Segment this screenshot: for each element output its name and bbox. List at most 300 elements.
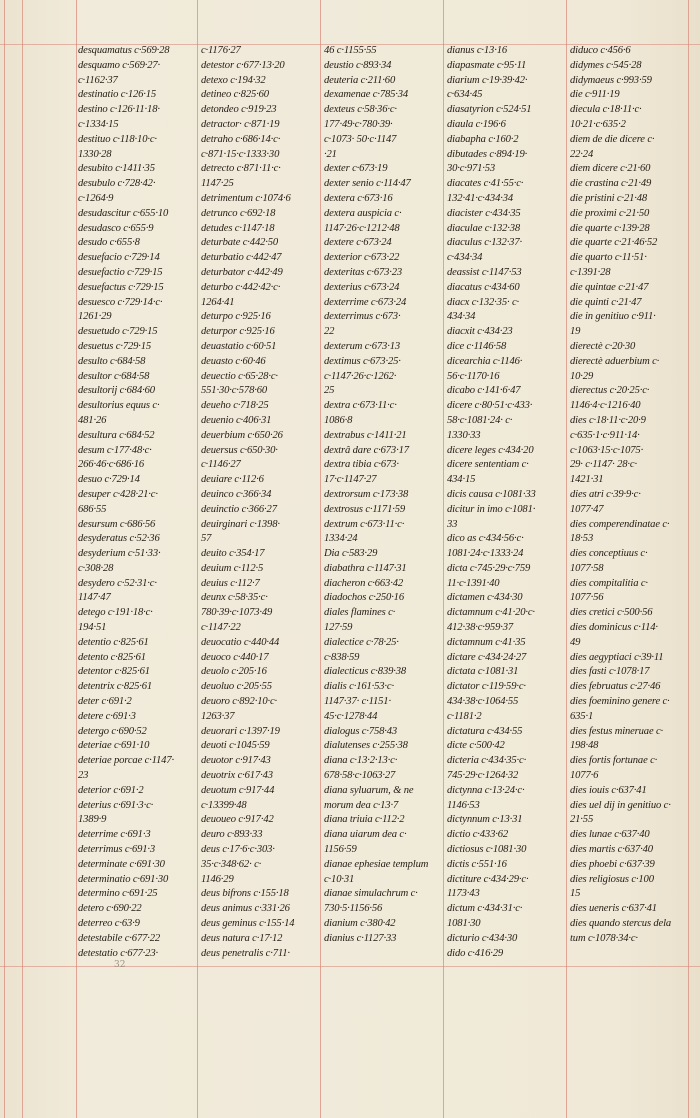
index-entry: dextra c·673·11·c·	[324, 400, 397, 412]
index-entry: dextere c·673·24	[324, 237, 392, 249]
index-entry: c·838·59	[324, 651, 360, 663]
index-entry: diapasmate c·95·11	[447, 59, 527, 71]
index-entry: 730·5·1156·56	[324, 903, 383, 915]
index-entry: diabathra c·1147·31	[324, 562, 407, 574]
index-entry: dies iouis c·637·41	[570, 784, 647, 796]
index-entry: determinate c·691·30	[78, 858, 165, 870]
index-entry: 1086·8	[324, 414, 353, 426]
index-entry: dies quando stercus dela	[570, 918, 672, 930]
index-entry: 177·49·c·780·39·	[324, 118, 393, 130]
index-entry: ·21	[324, 148, 337, 160]
index-entry: dianium c·380·42	[324, 918, 396, 930]
index-entry: deturbator c·442·49	[201, 266, 283, 278]
index-entry: desquamo c·569·27·	[78, 59, 161, 71]
index-entry: 1077·6	[570, 770, 599, 782]
index-entry: dice c·1146·58	[447, 340, 507, 352]
index-entry: deterreo c·63·9	[78, 918, 140, 930]
index-entry: determinatio c·691·30	[78, 873, 169, 885]
index-entry: dies compitalitia c·	[570, 577, 648, 589]
index-entry: desuetus c·729·15	[78, 340, 152, 352]
index-entry: diacatus c·434·60	[447, 281, 520, 293]
index-entry: die quarto c·11·51·	[570, 252, 647, 264]
index-entry: deturpo c·925·16	[201, 311, 271, 323]
index-entry: die in genitiuo c·911·	[570, 311, 656, 323]
index-entry: detego c·191·18·c·	[78, 607, 153, 619]
index-entry: 15	[570, 888, 581, 900]
index-entry: die crastina c·21·49	[570, 178, 652, 190]
index-entry: dexterior c·673·22	[324, 252, 400, 264]
index-entry: deuotum c·917·44	[201, 784, 275, 796]
index-entry: deteriae porcae c·1147·	[78, 755, 174, 767]
index-entry: 434·34	[447, 311, 476, 323]
index-entry: 18·53	[570, 533, 594, 545]
index-entry: desultor c·684·58	[78, 370, 150, 382]
index-entry: 1147·47	[78, 592, 111, 604]
index-entry: c·1147·26·c·1262·	[324, 370, 397, 382]
index-entry: diaculae c·132·38	[447, 222, 521, 234]
index-entry: 22·24	[570, 148, 594, 160]
index-entry: 127·59	[324, 622, 353, 634]
index-entry: dies uel dij in genitiuo c·	[570, 799, 671, 811]
index-entry: dies phoebi c·637·39	[570, 858, 655, 870]
index-entry: c·1162·37	[78, 74, 118, 86]
index-entry: dies foeminino genere c·	[570, 696, 670, 708]
index-entry: diaculus c·132·37·	[447, 237, 522, 249]
index-entry: dextrum c·673·11·c·	[324, 518, 405, 530]
index-entry: didymaeus c·993·59	[570, 74, 652, 86]
index-entry: 45·c·1278·44	[324, 710, 378, 722]
index-entry: dexter senio c·114·47	[324, 178, 411, 190]
index-entry: 1389·9	[78, 814, 107, 826]
index-entry: 11·c·1391·40	[447, 577, 500, 589]
index-entry: deterrime c·691·3	[78, 829, 151, 841]
index-entry: deassist c·1147·53	[447, 266, 522, 278]
index-entry: diadochos c·250·16	[324, 592, 404, 604]
index-entry: dicteria c·434·35·c·	[447, 755, 527, 767]
index-entry: desudascitur c·655·10	[78, 207, 169, 219]
index-entry: dictamen c·434·30	[447, 592, 523, 604]
index-entry: desum c·177·48·c·	[78, 444, 152, 456]
index-entry: 1147·37· c·1151·	[324, 696, 391, 708]
index-entry: didymes c·545·28	[570, 59, 642, 71]
index-entry: c·434·34	[447, 252, 483, 264]
index-entry: c·1334·15	[78, 118, 119, 130]
index-entry: diacates c·41·55·c·	[447, 178, 524, 190]
index-entry: deturbo c·442·42·c·	[201, 281, 281, 293]
index-entry: diana triuia c·112·2	[324, 814, 405, 826]
index-entry: diacister c·434·35	[447, 207, 521, 219]
index-entry: 1146·4·c·1216·40	[570, 400, 641, 412]
index-entry: dialutenses c·255·38	[324, 740, 408, 752]
index-entry: dico as c·434·56·c·	[447, 533, 524, 545]
index-entry: desuper c·428·21·c·	[78, 488, 158, 500]
index-entry: c·1181·2	[447, 710, 482, 722]
index-entry: diecula c·18·11·c·	[570, 104, 642, 116]
index-entry: deuocatio c·440·44	[201, 636, 280, 648]
index-entry: Dia c·583·29	[324, 548, 378, 560]
index-entry: 1421·31	[570, 474, 604, 486]
index-entry: c·1073· 50·c·1147	[324, 133, 397, 145]
index-entry: desuefactus c·729·15	[78, 281, 164, 293]
index-entry: desursum c·686·56	[78, 518, 156, 530]
index-entry: diarium c·19·39·42·	[447, 74, 528, 86]
index-entry: c·1391·28	[570, 266, 611, 278]
index-entry: deuoro c·892·10·c·	[201, 696, 278, 708]
index-entry: c·1176·27	[201, 45, 241, 56]
index-entry: deuersus c·650·30·	[201, 444, 278, 456]
index-entry: c·1147·22	[201, 622, 241, 634]
index-entry: dies fortis fortunae c·	[570, 755, 658, 767]
index-entry: detestatio c·677·23·	[78, 947, 158, 959]
index-entry: desuesco c·729·14·c·	[78, 296, 163, 308]
index-entry: desyderatus c·52·36	[78, 533, 160, 545]
index-entry: dierectè aduerbium c·	[570, 355, 660, 367]
index-entry: dextera c·673·16	[324, 192, 393, 204]
index-entry: die quarte c·21·46·52	[570, 237, 658, 249]
index-entry: diaula c·196·6	[447, 118, 506, 130]
index-entry: dialis c·161·53·c·	[324, 681, 394, 693]
index-entry: 198·48	[570, 740, 599, 752]
index-entry: dextrorsum c·173·38	[324, 488, 409, 500]
index-entry: dialogus c·758·43	[324, 725, 398, 737]
index-entry: dicere sententiam c·	[447, 459, 529, 471]
index-entry: 434·15	[447, 474, 476, 486]
index-entry: dictamnum c·41·35	[447, 636, 526, 648]
index-entry: dexterrime c·673·24	[324, 296, 407, 308]
index-entry: dictata c·1081·31	[447, 666, 519, 678]
index-entry: diales flamines c·	[324, 607, 396, 619]
index-entry: desulto c·684·58	[78, 355, 146, 367]
index-entry: detineo c·825·60	[201, 89, 269, 101]
index-entry: dies atri c·39·9·c·	[570, 488, 641, 500]
index-column-3	[324, 44, 441, 964]
index-entry: desudo c·655·8	[78, 237, 140, 249]
index-entry: deuotor c·917·43	[201, 755, 271, 767]
index-entry: 29· c·1147· 28·c·	[570, 459, 637, 471]
index-entry: dictator c·119·59·c·	[447, 681, 526, 693]
index-entry: diacheron c·663·42	[324, 577, 403, 589]
index-entry: dibutades c·894·19·	[447, 148, 528, 160]
index-entry: c·635·1·c·911·14·	[570, 429, 640, 441]
index-entry: deuastatio c·60·51	[201, 340, 277, 352]
folio-mark: 32	[114, 960, 126, 970]
index-entry: deuoluo c·205·55	[201, 681, 272, 693]
index-entry: deuorari c·1397·19	[201, 725, 280, 737]
index-entry: die quintae c·21·47	[570, 281, 649, 293]
index-entry: deuito c·354·17	[201, 548, 265, 560]
index-entry: 23	[78, 770, 89, 782]
index-entry: deunx c·58·35·c·	[201, 592, 268, 604]
index-entry: dictis c·551·16	[447, 858, 507, 870]
index-entry: deuirginari c·1398·	[201, 518, 280, 530]
index-entry: 22	[324, 326, 335, 338]
index-entry: deuro c·893·33	[201, 829, 263, 841]
bottom-rule	[0, 966, 700, 967]
index-entry: 1263·37	[201, 710, 235, 722]
index-entry: 21·55	[570, 814, 594, 826]
index-entry: deuium c·112·5	[201, 562, 264, 574]
index-entry: destituo c·118·10·c·	[78, 133, 157, 145]
index-entry: detrunco c·692·18	[201, 207, 276, 219]
index-entry: 551·30·c·578·60	[201, 385, 268, 397]
index-entry: deuenio c·406·31	[201, 414, 272, 426]
index-entry: 1146·29	[201, 873, 234, 885]
index-entry: 434·38·c·1064·55	[447, 696, 519, 708]
index-entry: desydero c·52·31·c·	[78, 577, 157, 589]
index-entry: detudes c·1147·18	[201, 222, 275, 234]
index-column-5	[570, 44, 687, 964]
index-entry: deus penetralis c·711·	[201, 947, 290, 959]
index-entry: deturbate c·442·50	[201, 237, 279, 249]
index-entry: deuius c·112·7	[201, 577, 260, 589]
index-entry: dies martis c·637·40	[570, 844, 653, 856]
index-entry: 1156·59	[324, 844, 357, 856]
index-entry: deuoco c·440·17	[201, 651, 269, 663]
index-entry: detento c·825·61	[78, 651, 146, 663]
index-entry: c·13399·48	[201, 799, 247, 811]
index-entry: dies c·18·11·c·20·9	[570, 414, 646, 426]
index-entry: dies ueneris c·637·41	[570, 903, 657, 915]
index-entry: dexter c·673·19	[324, 163, 388, 175]
index-entry: 1261·29	[78, 311, 112, 323]
index-entry: diduco c·456·6	[570, 45, 631, 56]
index-entry: dictiture c·434·29·c·	[447, 873, 529, 885]
index-entry: dicta c·745·29·c·759	[447, 562, 531, 574]
index-entry: tum c·1078·34·c·	[570, 932, 638, 944]
index-entry: dextimus c·673·25·	[324, 355, 401, 367]
index-entry: 1081·30	[447, 918, 481, 930]
index-entry: deustio c·893·34	[324, 59, 392, 71]
index-entry: dictum c·434·31·c·	[447, 903, 523, 915]
index-entry: deuiare c·112·6	[201, 474, 264, 486]
index-entry: detergo c·690·52	[78, 725, 147, 737]
index-entry: desultura c·684·52	[78, 429, 155, 441]
index-entry: c·10·31	[324, 873, 355, 885]
index-entry: dicabo c·141·6·47	[447, 385, 521, 397]
index-entry: c·871·15·c·1333·30	[201, 148, 280, 160]
index-entry: determino c·691·25	[78, 888, 158, 900]
index-entry: dies fasti c·1078·17	[570, 666, 650, 678]
index-entry: 33	[447, 518, 458, 530]
index-entry: detero c·690·22	[78, 903, 142, 915]
index-entry: dianae ephesiae templum	[324, 858, 429, 870]
index-entry: diacxit c·434·23	[447, 326, 513, 338]
index-entry: deuoueo c·917·42	[201, 814, 274, 826]
index-entry: detestabile c·677·22	[78, 932, 161, 944]
margin-rule	[22, 0, 23, 1118]
index-entry: c·634·45	[447, 89, 483, 101]
index-entry: 1081·24·c·1333·24	[447, 548, 524, 560]
index-entry: 1077·56	[570, 592, 604, 604]
index-entry: 635·1	[570, 710, 594, 722]
index-entry: deuerbium c·650·26	[201, 429, 283, 441]
index-entry: detestor c·677·13·20	[201, 59, 285, 71]
index-entry: deuoti c·1045·59	[201, 740, 270, 752]
index-entry: dies dominicus c·114·	[570, 622, 658, 634]
index-entry: 412·38·c·959·37	[447, 622, 514, 634]
index-entry: 57	[201, 533, 212, 545]
index-entry: 1077·58	[570, 562, 604, 574]
index-entry: 19	[570, 326, 581, 338]
index-entry: dictare c·434·24·27	[447, 651, 527, 663]
index-entry: detractor· c·871·19	[201, 118, 280, 130]
index-entry: detentrix c·825·61	[78, 681, 153, 693]
index-entry: 46 c·1155·55	[324, 45, 377, 56]
index-entry: diana syluarum, & ne	[324, 784, 414, 796]
index-entry: deus c·17·6·c·303·	[201, 844, 275, 856]
index-entry: 1146·53	[447, 799, 480, 811]
index-entry: 481·26	[78, 414, 107, 426]
index-entry: 1330·28	[78, 148, 112, 160]
index-entry: dies festus mineruae c·	[570, 725, 664, 737]
index-entry: deus natura c·17·12	[201, 932, 283, 944]
index-entry: destinatio c·126·15	[78, 89, 157, 101]
index-entry: detrimentum c·1074·6	[201, 192, 291, 204]
index-entry: desudasco c·655·9	[78, 222, 154, 234]
index-entry: destino c·126·11·18·	[78, 104, 160, 116]
index-columns	[78, 44, 690, 964]
index-entry: 10·21·c·635·2	[570, 118, 626, 130]
index-entry: detexo c·194·32	[201, 74, 266, 86]
index-entry: detondeo c·919·23	[201, 104, 277, 116]
index-column-1	[78, 44, 195, 964]
index-entry: 678·58·c·1063·27	[324, 770, 396, 782]
index-entry: dextrabus c·1411·21	[324, 429, 407, 441]
index-entry: deuectio c·65·28·c·	[201, 370, 278, 382]
index-entry: 56·c·1170·16	[447, 370, 500, 382]
index-entry: 194·51	[78, 622, 107, 634]
index-entry: desultorius equus c·	[78, 400, 160, 412]
index-entry: dictamnum c·41·20·c·	[447, 607, 535, 619]
index-entry: dexterrimus c·673·	[324, 311, 401, 323]
index-entry: dicearchia c·1146·	[447, 355, 523, 367]
index-entry: diem dicere c·21·60	[570, 163, 651, 175]
index-entry: desubito c·1411·35	[78, 163, 155, 175]
index-entry: 1264·41	[201, 296, 235, 308]
column-rule	[76, 0, 77, 1118]
index-entry: 686·55	[78, 503, 107, 515]
index-entry: deus animus c·331·26	[201, 903, 290, 915]
index-entry: dierectus c·20·25·c·	[570, 385, 650, 397]
index-entry: die proximi c·21·50	[570, 207, 650, 219]
index-entry: c·1146·27	[201, 459, 241, 471]
index-entry: dicte c·500·42	[447, 740, 505, 752]
index-entry: dies aegyptiaci c·39·11	[570, 651, 664, 663]
index-entry: dextera auspicia c·	[324, 207, 402, 219]
index-entry: dicis causa c·1081·33	[447, 488, 536, 500]
index-entry: desyderium c·51·33·	[78, 548, 161, 560]
index-entry: c·1063·15·c·1075·	[570, 444, 644, 456]
index-entry: deuteria c·211·60	[324, 74, 396, 86]
index-entry: dialecticus c·839·38	[324, 666, 407, 678]
index-entry: dies comperendinatae c·	[570, 518, 670, 530]
index-entry: deturpor c·925·16	[201, 326, 275, 338]
index-entry: detentor c·825·61	[78, 666, 150, 678]
index-entry: detentio c·825·61	[78, 636, 149, 648]
index-entry: 1077·47	[570, 503, 604, 515]
index-entry: deuinco c·366·34	[201, 488, 272, 500]
index-entry: dies cretici c·500·56	[570, 607, 653, 619]
index-entry: deterius c·691·3·c·	[78, 799, 154, 811]
index-entry: deter c·691·2	[78, 696, 132, 708]
index-entry: die quarte c·139·28	[570, 222, 650, 234]
index-entry: desultorij c·684·60	[78, 385, 155, 397]
index-entry: diabapha c·160·2	[447, 133, 519, 145]
index-entry: detraho c·686·14·c·	[201, 133, 281, 145]
index-entry: die c·911·19	[570, 89, 620, 101]
index-entry: dextra tibia c·673·	[324, 459, 399, 471]
index-entry: diasatyrion c·524·51	[447, 104, 532, 116]
index-entry: 49	[570, 636, 581, 648]
index-column-4	[447, 44, 564, 964]
index-entry: 1147·26·c·1212·48	[324, 222, 400, 234]
index-entry: dies lunae c·637·40	[570, 829, 650, 841]
index-entry: desuo c·729·14	[78, 474, 140, 486]
index-entry: deueho c·718·25	[201, 400, 269, 412]
index-entry: dexteus c·58·36·c·	[324, 104, 397, 116]
index-entry: dido c·416·29	[447, 947, 504, 959]
index-entry: 30·c·971·53	[447, 163, 496, 175]
index-entry: dextrâ dare c·673·17	[324, 444, 409, 456]
index-entry: 35·c·348·62· c·	[201, 858, 262, 870]
index-entry: deus bifrons c·155·18	[201, 888, 289, 900]
index-entry: 132·41·c·434·34	[447, 192, 514, 204]
index-entry: deterior c·691·2	[78, 784, 144, 796]
index-entry: detere c·691·3	[78, 710, 136, 722]
index-entry: dianius c·1127·33	[324, 932, 397, 944]
index-entry: dictynnum c·13·31	[447, 814, 523, 826]
index-entry: dexterius c·673·24	[324, 281, 400, 293]
index-entry: 1330·33	[447, 429, 481, 441]
index-entry: 745·29·c·1264·32	[447, 770, 519, 782]
index-entry: dies religiosus c·100	[570, 873, 654, 885]
index-entry: diacx c·132·35· c·	[447, 296, 520, 308]
index-entry: 58·c·1081·24· c·	[447, 414, 513, 426]
index-entry: desquamatus c·569·28	[78, 45, 170, 56]
index-entry: deuinctio c·366·27	[201, 503, 277, 515]
index-entry: deuolo c·205·16	[201, 666, 267, 678]
index-entry: 1334·24	[324, 533, 358, 545]
index-entry: 1173·43	[447, 888, 480, 900]
index-entry: deteriae c·691·10	[78, 740, 150, 752]
index-entry: desuefactio c·729·15	[78, 266, 163, 278]
index-entry: dialectice c·78·25·	[324, 636, 399, 648]
index-entry: dies conceptiuus c·	[570, 548, 648, 560]
index-entry: 17·c·1147·27	[324, 474, 377, 486]
index-entry: deuotrix c·617·43	[201, 770, 273, 782]
index-entry: desuefacio c·729·14	[78, 252, 160, 264]
index-entry: dicere c·80·51·c·433·	[447, 400, 533, 412]
index-entry: dicturio c·434·30	[447, 932, 518, 944]
index-entry: dicitur in imo c·1081·	[447, 503, 536, 515]
index-entry: dierectè c·20·30	[570, 340, 636, 352]
index-column-2	[201, 44, 318, 964]
index-entry: c·1264·9	[78, 192, 114, 204]
index-entry: diana uiarum dea c·	[324, 829, 407, 841]
index-entry: deturbatio c·442·47	[201, 252, 282, 264]
index-entry: desuetudo c·729·15	[78, 326, 158, 338]
margin-rule	[4, 0, 5, 1118]
index-entry: dictynna c·13·24·c·	[447, 784, 525, 796]
index-entry: dianus c·13·16	[447, 45, 507, 56]
index-entry: dicere leges c·434·20	[447, 444, 534, 456]
index-entry: 10·29	[570, 370, 594, 382]
index-entry: c·308·28	[78, 562, 114, 574]
index-entry: deterrimus c·691·3	[78, 844, 156, 856]
index-entry: dexamenae c·785·34	[324, 89, 409, 101]
index-entry: 1147·25	[201, 178, 234, 190]
index-entry: desubulo c·728·42·	[78, 178, 156, 190]
